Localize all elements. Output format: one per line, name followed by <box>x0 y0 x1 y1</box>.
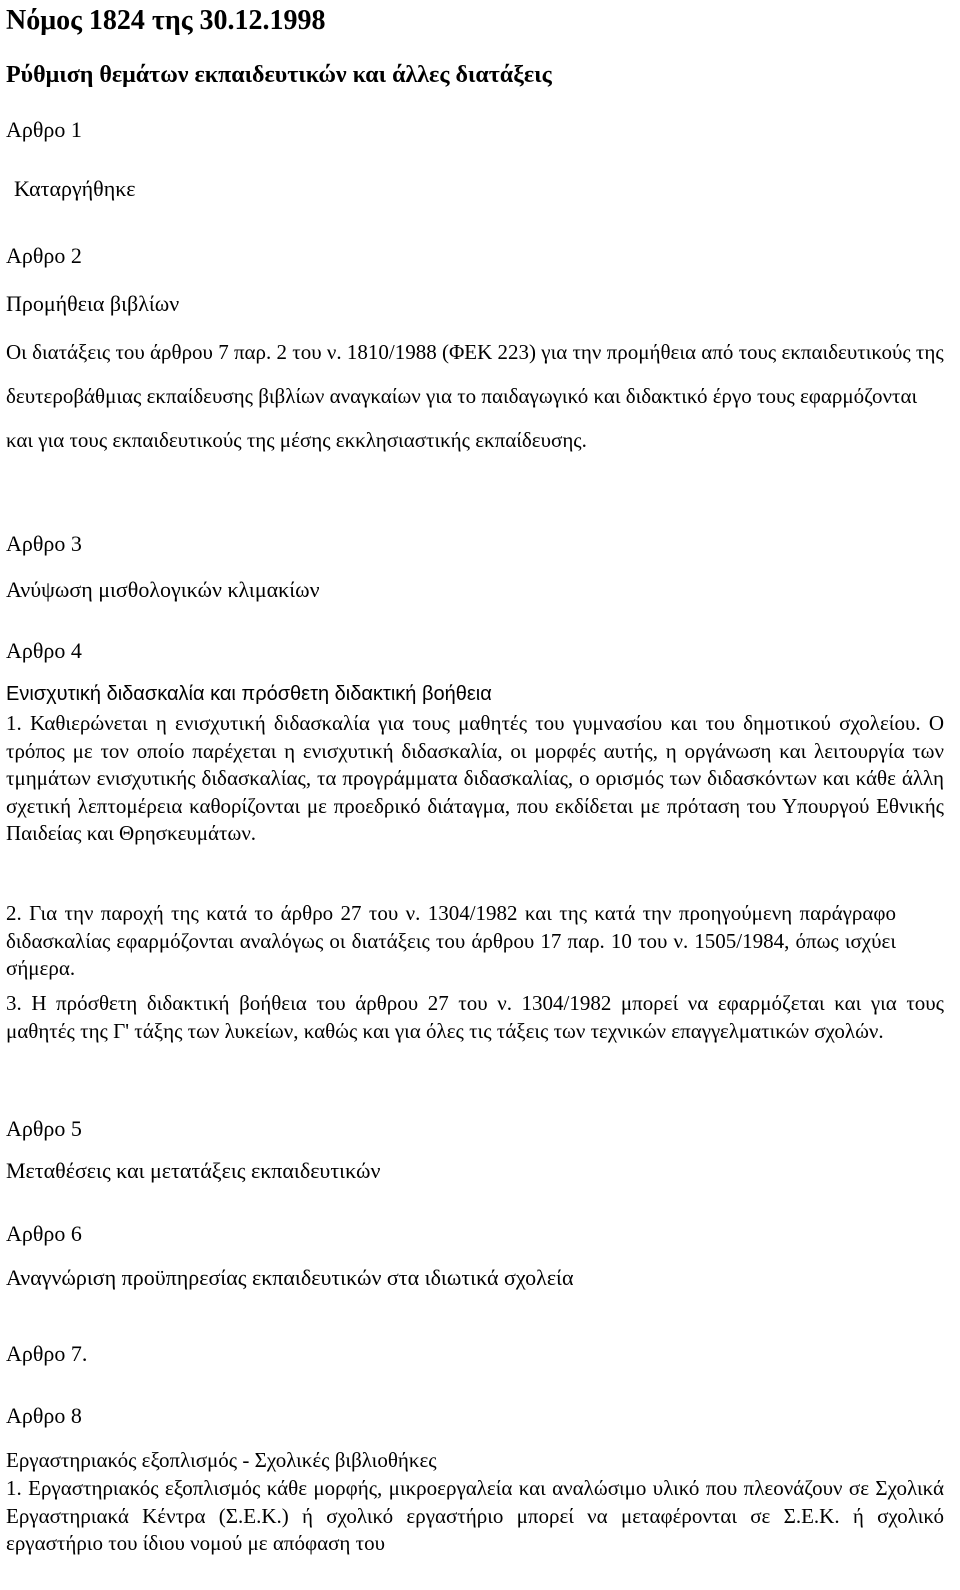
article-6-subheading: Αναγνώριση προϋπηρεσίας εκπαιδευτικών στα ιδιωτικά σχολεία <box>6 1265 574 1290</box>
article-1-body: Καταργήθηκε <box>14 176 136 201</box>
article-3-heading: Αρθρο 3 <box>6 531 82 556</box>
article-8-paragraph-1: 1. Εργαστηριακός εξοπλισμός κάθε μορφής, μικροεργαλεία και αναλώσιμο υλικό που πλεονάζουν σε Σχολικά Εργαστηριακά Κέντρα (Σ.Ε.Κ.) ή σχολικό εργαστήριο μπορεί να μεταφέρονται σε Σ.Ε.Κ. ή σχολικό εργαστήριο του ίδιου νομού με απόφαση του <box>6 1476 944 1555</box>
law-subtitle: Ρύθμιση θεμάτων εκπαιδευτικών και άλλες διατάξεις <box>6 62 552 88</box>
article-2-text: Οι διατάξεις του άρθρου 7 παρ. 2 του ν. 1810/1988 (ΦΕΚ 223) για την προμήθεια από τους εκπαιδευτικούς της δευτεροβάθμιας εκπαίδευσης βιβλίων αναγκαίων για το παιδαγωγικό και διδακτικό έργο τους εφαρμόζονται και για τους εκπαιδευτικούς της μέσης εκκλησιαστικής εκπαίδευσης. <box>6 340 944 452</box>
article-8-subheading: Εργαστηριακός εξοπλισμός - Σχολικές βιβλιοθήκες <box>6 1448 437 1472</box>
article-8-heading: Αρθρο 8 <box>6 1403 82 1428</box>
article-4-subheading: Ενισχυτική διδασκαλία και πρόσθετη διδακτική βοήθεια <box>6 683 492 705</box>
article-2-heading: Αρθρο 2 <box>6 243 82 268</box>
article-5-subheading: Μεταθέσεις και μετατάξεις εκπαιδευτικών <box>6 1158 381 1183</box>
article-4-paragraph-3: 3. Η πρόσθετη διδακτική βοήθεια του άρθρου 27 του ν. 1304/1982 μπορεί να εφαρμόζεται και για τους μαθητές της Γ' τάξης των λυκείων, καθώς και για όλες τις τάξεις των τεχνικών επαγγελματικών σχολών. <box>6 991 944 1043</box>
article-2-subheading: Προμήθεια βιβλίων <box>6 291 180 316</box>
article-4-paragraph-1: 1. Καθιερώνεται η ενισχυτική διδασκαλία για τους μαθητές του γυμνασίου και του δημοτικού σχολείου. Ο τρόπος με τον οποίο παρέχεται η ενισχυτική διδασκαλία, οι μορφές αυτής, η οργάνωση και λειτουργία των τμημάτων ενισχυτικής διδασκαλίας, τα προγράμματα διδασκαλίας, ο ορισμός των διδασκόντων και κάθε άλλη σχετική λεπτομέρεια καθορίζονται με προεδρικό διάταγμα, που εκδίδεται με πρόταση του Υπουργού Εθνικής Παιδείας και Θρησκευμάτων. <box>6 711 944 845</box>
law-title: Νόμος 1824 της 30.12.1998 <box>6 5 326 36</box>
article-5-heading: Αρθρο 5 <box>6 1116 82 1141</box>
article-4-paragraph-2: 2. Για την παροχή της κατά το άρθρο 27 του ν. 1304/1982 και της κατά την προηγούμενη παράγραφο διδασκαλίας εφαρμόζονται αναλόγως οι διατάξεις του άρθρου 17 παρ. 10 του ν. 1505/1984, όπως ισχύει σήμερα. <box>6 901 896 980</box>
article-7-heading: Αρθρο 7. <box>6 1341 88 1366</box>
article-4-heading: Αρθρο 4 <box>6 638 82 663</box>
article-3-subheading: Ανύψωση μισθολογικών κλιμακίων <box>6 577 320 602</box>
article-6-heading: Αρθρο 6 <box>6 1221 82 1246</box>
article-1-heading: Αρθρο 1 <box>6 117 82 142</box>
